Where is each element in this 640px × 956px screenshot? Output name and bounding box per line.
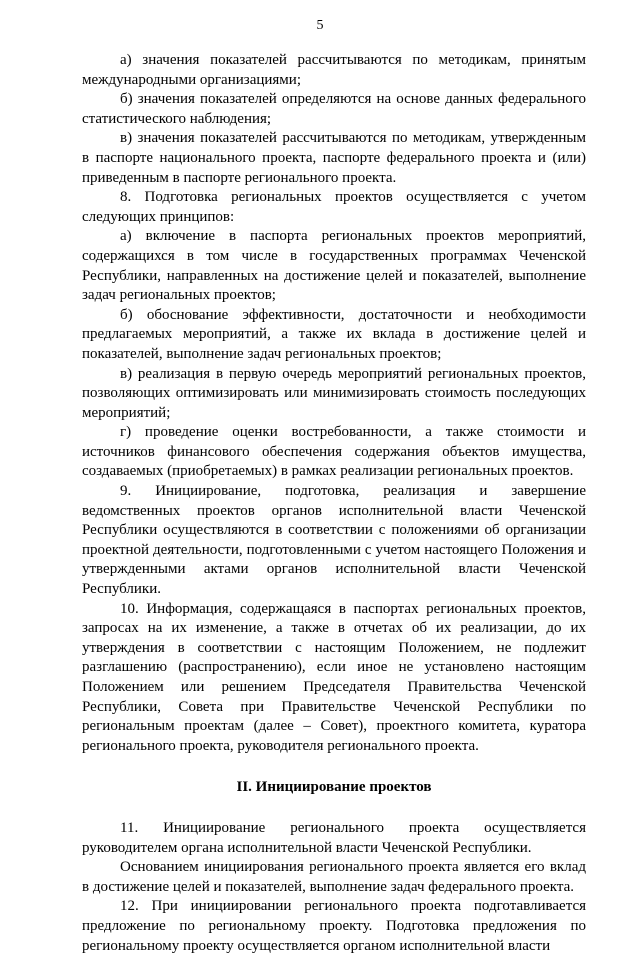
paragraph: б) обоснование эффективности, достаточности и необходимости предлагаемых мероприятий, а также их вклада в достижение целей и показателей, выполнение задач региональных проектов; — [82, 306, 586, 362]
paragraph: а) включение в паспорта региональных проектов мероприятий, содержащихся в том числе в государственных программах Чеченской Республики, направленных на достижение целей и показателей, выполнение задач региональных проектов; — [82, 228, 586, 304]
paragraph: Основанием инициирования регионального проекта является его вклад в достижение целей и показателей, выполнение задач федерального проекта. — [82, 859, 586, 895]
paragraph: 12. При инициировании регионального проекта подготавливается предложение по региональному проекту. Подготовка предложения по региональному проекту осуществляется органом исполнительной власти — [82, 898, 586, 954]
paragraph: г) проведение оценки востребованности, а также стоимости и источников финансового обеспечения содержания объектов имущества, создаваемых (приобретаемых) в рамках реализации региональных проектов. — [82, 424, 586, 480]
paragraph: 8. Подготовка региональных проектов осуществляется с учетом следующих принципов: — [82, 189, 586, 225]
paragraph: а) значения показателей рассчитываются по методикам, принятым международными организациями; — [82, 52, 586, 88]
paragraph: 9. Инициирование, подготовка, реализация и завершение ведомственных проектов органов исполнительной власти Чеченской Республики осуществляются в соответствии с положениями об организации проектной деятельности, подготовленными с учетом настоящего Положения и утвержденными актами органов исполнительной власти Чеченской Республики. — [82, 483, 586, 598]
paragraph: в) реализация в первую очередь мероприятий региональных проектов, позволяющих оптимизировать или минимизировать стоимость последующих мероприятий; — [82, 365, 586, 421]
paragraph: 10. Информация, содержащаяся в паспортах региональных проектов, запросах на их изменение, а также в отчетах об их реализации, до их утверждения в соответствии с настоящим Положением, не подлежит разглашению (распространению), если иное не установлено настоящим Положением или решением Председателя Правительства Чеченской Республики, Совета при Правительстве Чеченской Республики по региональным проектам (далее – Совет), проектного комитета, куратора регионального проекта, руководителя регионального проекта. — [82, 600, 586, 754]
page-number: 5 — [316, 18, 324, 33]
document-body — [82, 51, 586, 956]
paragraph: 11. Инициирование регионального проекта осуществляется руководителем органа исполнительной власти Чеченской Республики. — [82, 819, 586, 856]
paragraph: в) значения показателей рассчитываются по методикам, утвержденным в паспорте национального проекта, паспорте федерального проекта и (или) приведенным в паспорте регионального проекта. — [82, 130, 586, 186]
section-heading: II. Инициирование проектов — [236, 779, 432, 796]
paragraph: б) значения показателей определяются на основе данных федерального статистического наблюдения; — [82, 91, 586, 127]
